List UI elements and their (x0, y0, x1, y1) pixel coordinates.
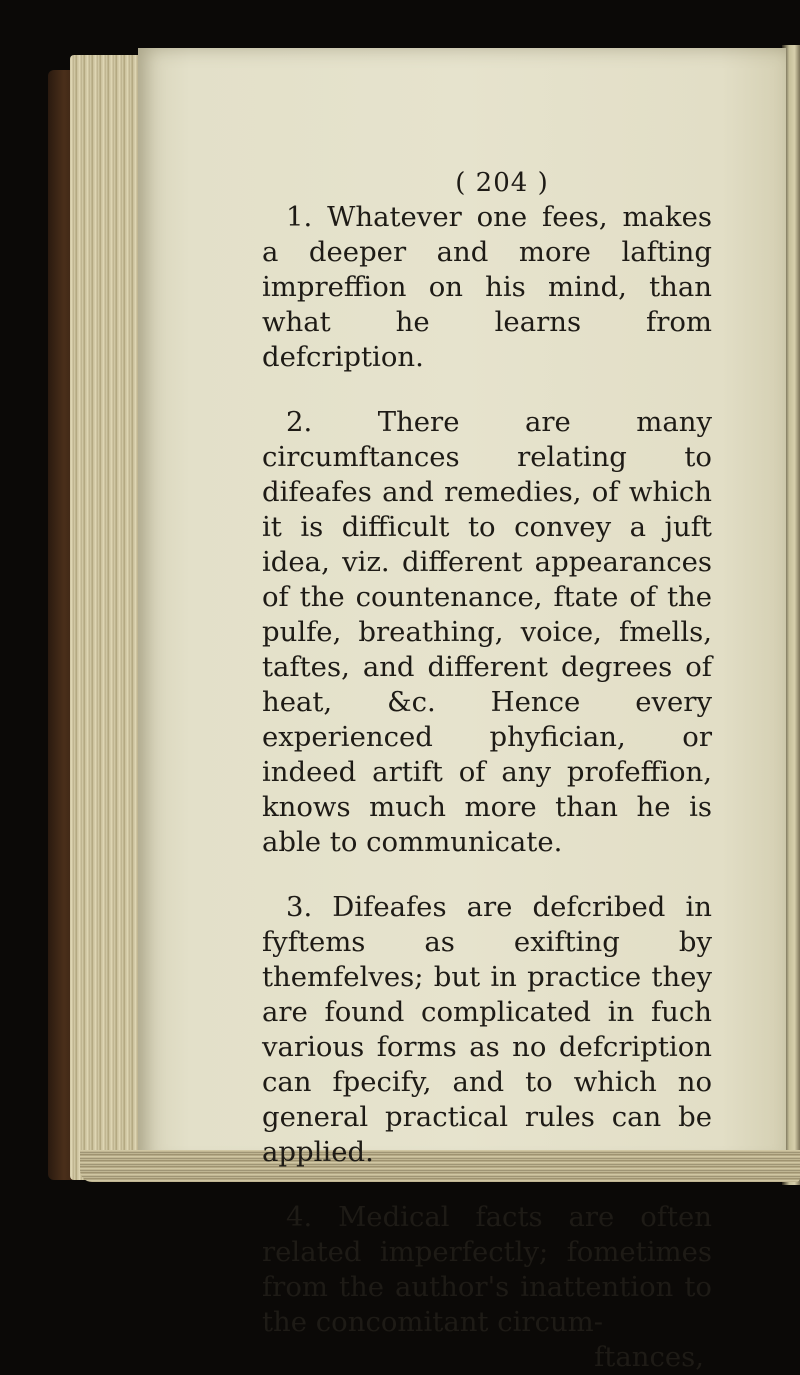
page-text (262, 168, 712, 1375)
catchword: ftances, (594, 1341, 704, 1373)
paragraph-3: 3. Difeafes are defcribed in fyftems as exifting by themfelves; but in practice they are found complicated in fuch various forms as no defcription can fpecify, and to which no general practical rules can be applied. (262, 891, 712, 1168)
paragraph-2: 2. There are many circumftances relating to difeafes and remedies, of which it is difficult to convey a juft idea, viz. different appearances of the countenance, ftate of the pulfe, breathing, voice, fmells, taftes, and different degrees of heat, &c. Hence every experienced phyfician, or indeed artift of any profeffion, knows much more than he is able to communicate. (262, 406, 712, 858)
page-header: ( 204 ) (455, 168, 549, 198)
paragraph-4: 4. Medical facts are often related imperfectly; fometimes from the author's inattention to the concomitant circum- (262, 1201, 712, 1338)
page-edges-left (70, 55, 142, 1180)
paragraph-1: 1. Whatever one fees, makes a deeper and more lafting impreffion on his mind, than what he learns from defcription. (262, 201, 712, 373)
